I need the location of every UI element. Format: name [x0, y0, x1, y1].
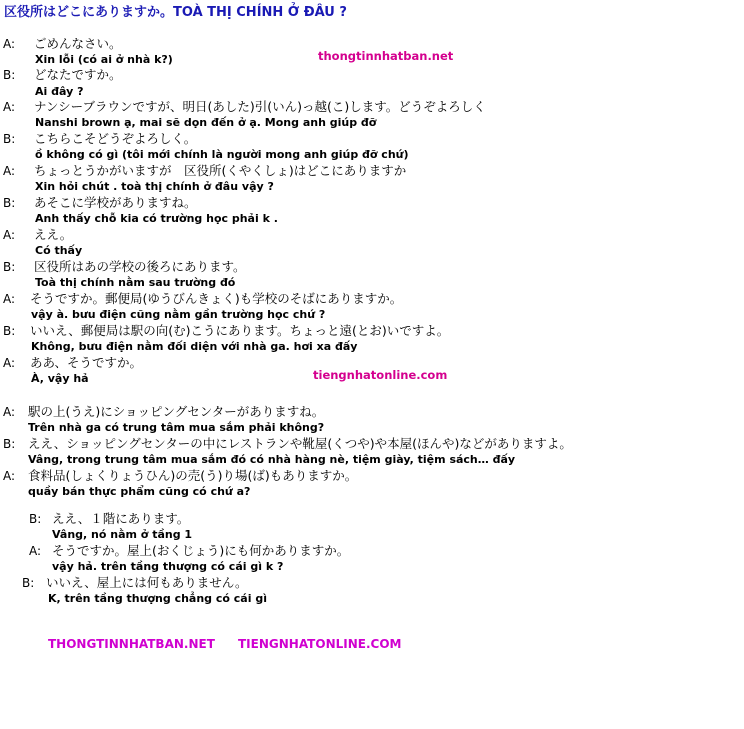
- japanese-line: 区役所はあの学校の後ろにあります。: [34, 259, 246, 274]
- vietnamese-translation: ồ không có gì (tôi mới chính là người mong anh giúp đỡ chứ): [35, 148, 409, 161]
- speaker-label: A:: [3, 164, 16, 178]
- japanese-line: ナンシーブラウンですが、明日(あした)引(いん)っ越(こ)します。どうぞよろしく: [34, 99, 486, 114]
- japanese-line: ああ、そうですか。: [30, 355, 143, 370]
- watermark-url: thongtinnhatban.net: [318, 49, 454, 63]
- speaker-label: A:: [3, 37, 16, 51]
- speaker-label: A:: [3, 405, 16, 419]
- footer-link-tiengnhatonline: TIENGNHATONLINE.COM: [238, 637, 402, 651]
- japanese-line: ごめんなさい。: [34, 36, 122, 51]
- japanese-line: いいえ、屋上には何もありません。: [46, 575, 248, 590]
- vietnamese-translation: Xin hỏi chút . toà thị chính ở đâu vậy ?: [35, 180, 274, 193]
- japanese-line: どなたですか。: [34, 67, 122, 82]
- vietnamese-translation: Xin lỗi (có ai ở nhà k?): [35, 53, 173, 66]
- japanese-line: ええ。: [34, 227, 73, 242]
- speaker-label: A:: [3, 469, 16, 483]
- japanese-line: こちらこそどうぞよろしく。: [34, 131, 197, 146]
- japanese-line: そうですか。郵便局(ゆうびんきょく)も学校のそばにありますか。: [30, 291, 403, 306]
- japanese-line: いいえ、郵便局は駅の向(む)こうにあります。ちょっと遠(とお)いですよ。: [30, 323, 450, 338]
- speaker-label: B:: [3, 68, 16, 82]
- vietnamese-translation: vậy hả. trên tầng thượng có cái gì k ?: [52, 560, 284, 573]
- speaker-label: A:: [3, 100, 16, 114]
- vietnamese-translation: Có thấy: [35, 244, 83, 257]
- vietnamese-translation: Không, bưu điện nằm đối diện với nhà ga. hơi xa đấy: [31, 340, 358, 353]
- footer-link-thongtinnhatban: THONGTINNHATBAN.NET: [48, 637, 215, 651]
- vietnamese-translation: Toà thị chính nằm sau trường đó: [35, 276, 236, 289]
- vietnamese-translation: quầy bán thực phẩm cũng có chứ a?: [28, 485, 251, 498]
- japanese-line: 駅の上(うえ)にショッピングセンターがありますね。: [28, 404, 325, 419]
- page-title: 区役所はどこにありますか。TOÀ THỊ CHÍNH Ở ĐÂU ?: [4, 5, 347, 20]
- vietnamese-translation: Trên nhà ga có trung tâm mua sắm phải không?: [28, 421, 325, 434]
- vietnamese-translation: K, trên tầng thượng chẳng có cái gì: [48, 592, 267, 605]
- vietnamese-translation: Nanshi brown ạ, mai sẽ dọn đến ở ạ. Mong anh giúp đỡ: [35, 116, 377, 129]
- speaker-label: B:: [3, 437, 16, 451]
- vietnamese-translation: Anh thấy chỗ kia có trường học phải k .: [35, 212, 278, 225]
- speaker-label: B:: [3, 324, 16, 338]
- vietnamese-translation: vậy à. bưu điện cũng nằm gần trường học chứ ?: [31, 308, 326, 321]
- vietnamese-translation: Ai đây ?: [35, 85, 84, 98]
- speaker-label: B:: [22, 576, 35, 590]
- speaker-label: A:: [3, 292, 16, 306]
- speaker-label: A:: [29, 544, 42, 558]
- japanese-line: あそこに学校がありますね。: [34, 195, 197, 210]
- speaker-label: B:: [3, 132, 16, 146]
- japanese-line: ええ、ショッピングセンターの中にレストランや靴屋(くつや)や本屋(ほんや)などがありますよ。: [28, 436, 572, 451]
- speaker-label: A:: [3, 228, 16, 242]
- speaker-label: A:: [3, 356, 16, 370]
- vietnamese-translation: Vâng, nó nằm ở tầng 1: [52, 528, 193, 541]
- japanese-line: ええ、１階にあります。: [52, 511, 190, 526]
- japanese-line: ちょっとうかがいますが 区役所(くやくしょ)はどこにありますか: [34, 163, 407, 178]
- watermark-url: tiengnhatonline.com: [313, 368, 448, 382]
- speaker-label: B:: [3, 196, 16, 210]
- japanese-line: 食料品(しょくりょうひん)の売(う)り場(ば)もありますか。: [28, 468, 358, 483]
- speaker-label: B:: [3, 260, 16, 274]
- speaker-label: B:: [29, 512, 42, 526]
- japanese-line: そうですか。屋上(おくじょう)にも何かありますか。: [52, 543, 350, 558]
- vietnamese-translation: À, vậy hả: [31, 372, 89, 385]
- vietnamese-translation: Vâng, trong trung tâm mua sắm đó có nhà hàng nè, tiệm giày, tiệm sách… đấy: [28, 453, 516, 466]
